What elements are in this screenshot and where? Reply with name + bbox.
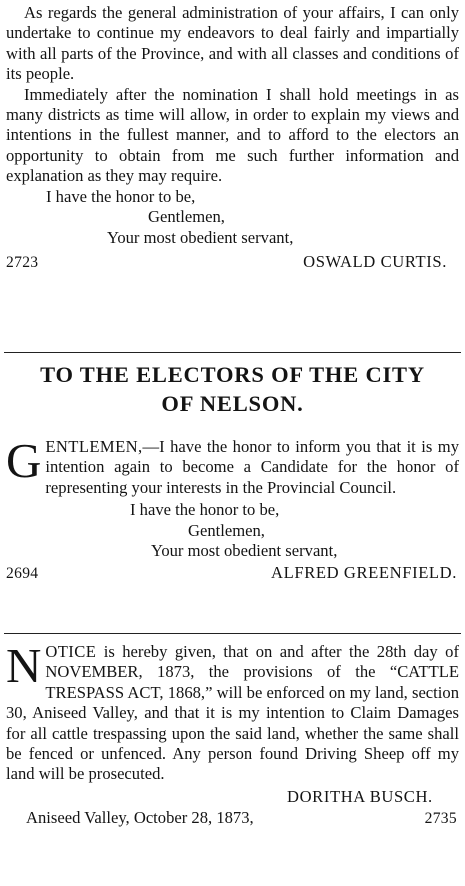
greenfield-ad-number: 2694 [6,565,39,582]
greenfield-headline-line-2: OF NELSON. [161,391,304,416]
curtis-paragraph-1: As regards the general administration of your affairs, I can only undertake to continue my endeavors to deal fairly and impartially with all parts of the Province, and with all classes and conditions of its people. [6,3,459,84]
busch-signature: DORITHA BUSCH. [287,786,433,806]
busch-place-date-row [6,807,459,829]
greenfield-salutation: Gentlemen, [188,520,265,540]
busch-body-text: is hereby given, that on and after the 28th day of NOVEMBER, 1873, the provisions of the “CATTLE TRESPASS ACT, 1868,” will be enforced on my land, section 30, Aniseed Valley, and that it is my intention to Claim Damages for all cattle trespassing upon the said land, whether the same shall be fenced or unfenced. Any person found Driving Sheep off my land will be prosecuted. [6,642,459,784]
greenfield-signature-row [6,562,459,584]
busch-ad-number: 2735 [424,810,457,828]
greenfield-notice [6,433,459,584]
greenfield-body-text: —I have the honor to inform you that it is my intention again to become a Candidate for the honor of representing your interests in the Provincial Council. [45,437,459,497]
curtis-paragraph-2: Immediately after the nomination I shall hold meetings in as many districts as time will allow, in order to explain my views and intentions in the fullest manner, and to afford to the electors an opportunity to obtain from me such further information and explanation as they may require. [6,84,459,186]
curtis-signature: OSWALD CURTIS. [303,252,447,272]
divider-rule-2 [4,633,461,634]
curtis-valediction: Your most obedient servant, [107,227,294,247]
greenfield-closing: I have the honor to be, [130,500,280,520]
busch-notice [6,638,459,829]
greenfield-valediction: Your most obedient servant, [151,541,338,561]
curtis-closing: I have the honor to be, [46,186,196,206]
curtis-ad-number: 2723 [6,254,39,272]
greenfield-drop-cap: G [6,433,42,488]
greenfield-body [6,433,459,498]
busch-drop-cap: N [6,638,42,693]
greenfield-headline-line-1: TO THE ELECTORS OF THE CITY [40,362,425,387]
greenfield-signature: ALFRED GREENFIELD. [271,563,457,582]
busch-body [6,638,459,785]
curtis-salutation: Gentlemen, [148,207,225,227]
curtis-notice [6,3,459,273]
greenfield-lead-caps: ENTLEMEN, [45,437,143,456]
divider-rule-1 [4,352,461,353]
busch-lead-caps: OTICE [45,642,97,661]
busch-place-date: Aniseed Valley, October 28, 1873, [26,808,254,828]
curtis-signature-row [6,251,459,273]
